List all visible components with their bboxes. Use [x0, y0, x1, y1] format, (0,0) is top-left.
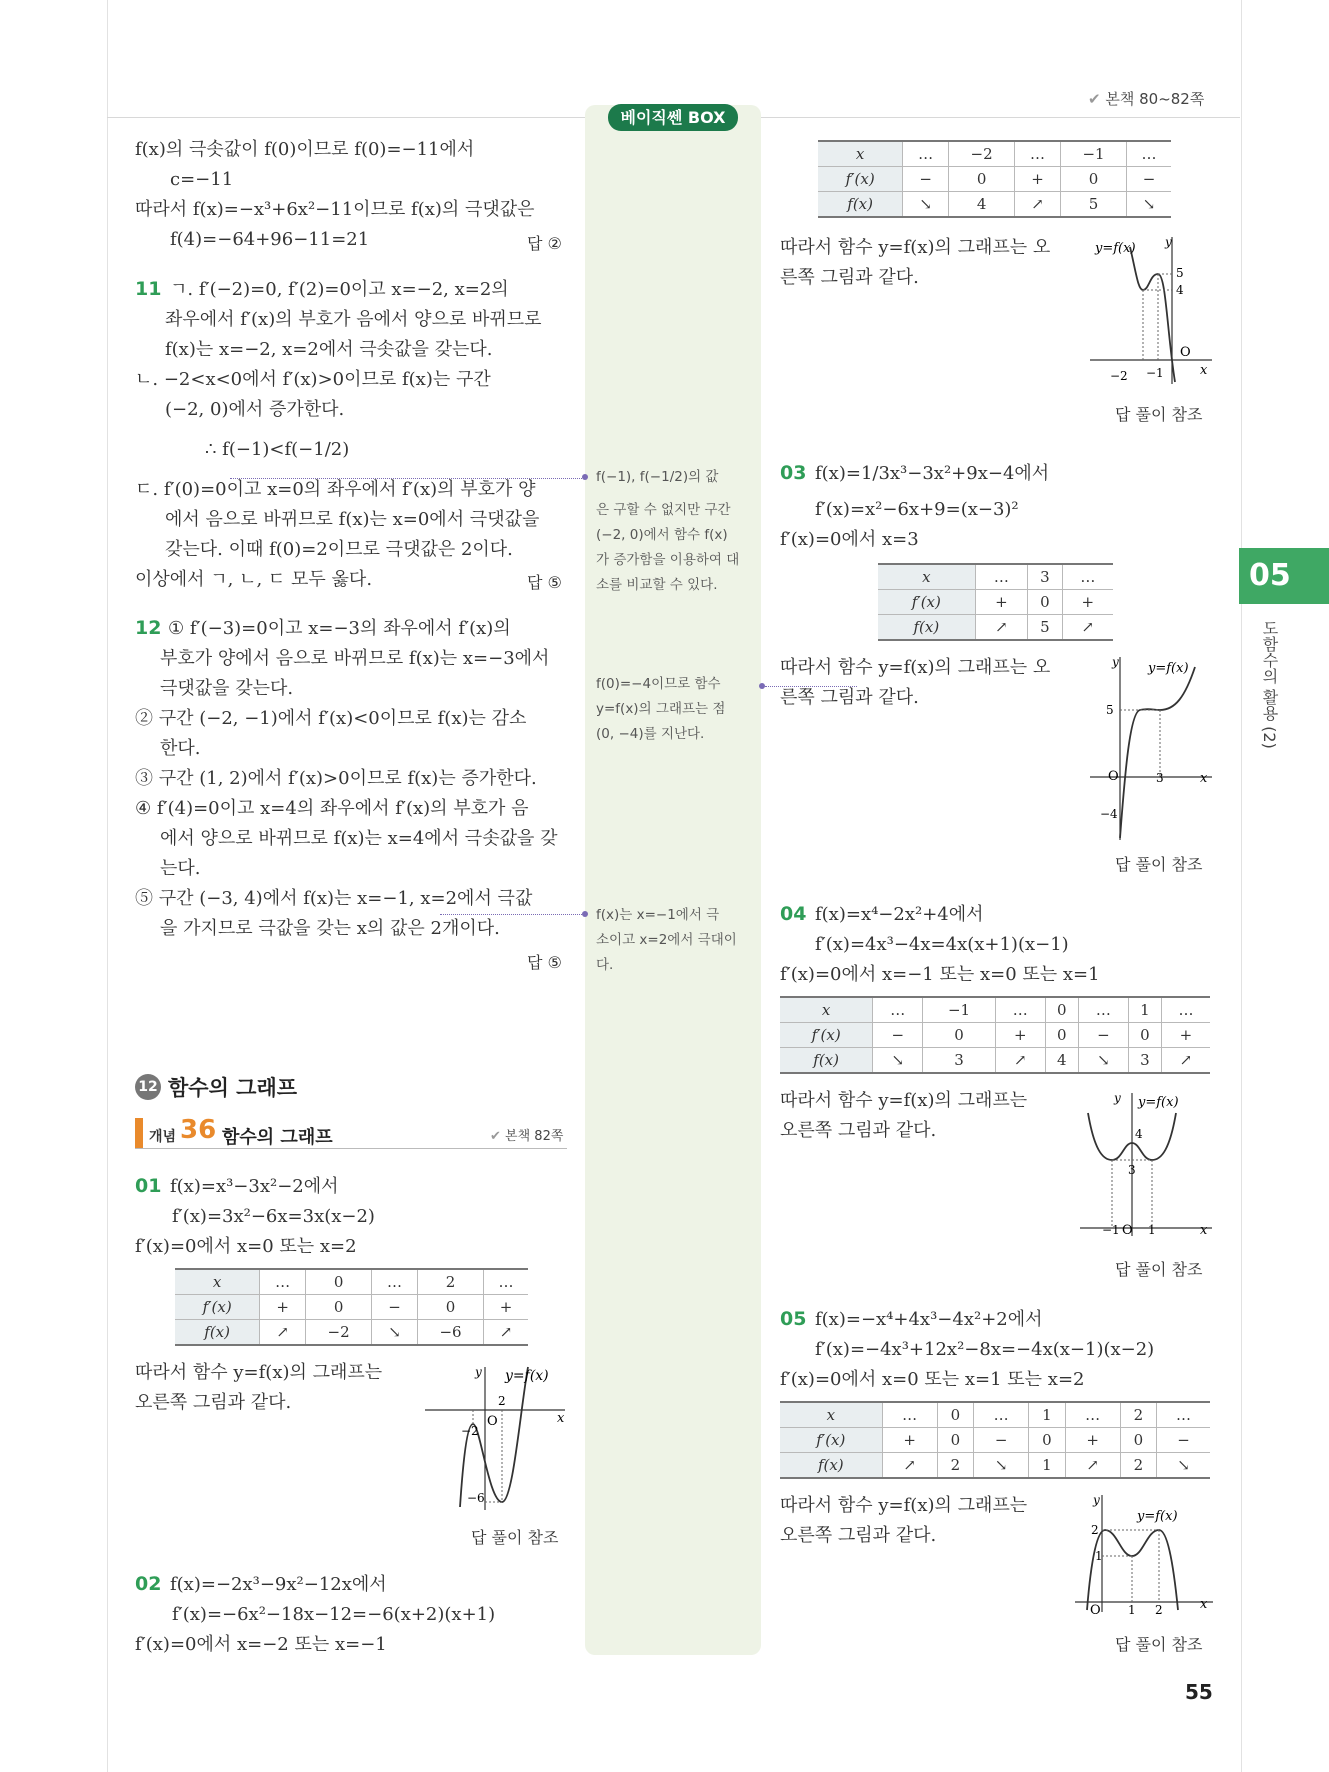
p02-line: f′(x)=−6x²−18x−12=−6(x+2)(x+1)	[172, 1604, 496, 1625]
table-cell: 0	[949, 167, 1015, 192]
graph-05	[1075, 1490, 1215, 1615]
fn-label: y=f(x)	[505, 1368, 549, 1384]
table-cell: ↗	[484, 1320, 528, 1346]
p12-line: ④ f′(4)=0이고 x=4의 좌우에서 f′(x)의 부호가 음	[135, 798, 529, 819]
p11-line: 갖는다. 이때 f(0)=2이므로 극댓값은 2이다.	[165, 539, 513, 560]
table-cell: …	[372, 1269, 418, 1295]
table-cell: +	[1062, 590, 1113, 615]
p02-line: f′(x)=0에서 x=−2 또는 x=−1	[135, 1634, 387, 1655]
x-label: x	[557, 1411, 565, 1426]
p03-text: 따라서 함수 y=f(x)의 그래프는 오	[780, 657, 1051, 678]
p11-line: 에서 음으로 바뀌므로 f(x)는 x=0에서 극댓값을	[165, 509, 540, 530]
tick-m1: −1	[1146, 366, 1164, 380]
p01-answer: 답 풀이 참조	[471, 1528, 559, 1547]
table-cell: −	[903, 167, 949, 192]
origin-label: O	[1180, 345, 1191, 360]
p05-line: f′(x)=0에서 x=0 또는 x=1 또는 x=2	[780, 1369, 1085, 1390]
p05-text: 오른쪽 그림과 같다.	[780, 1525, 937, 1546]
row-header: x	[878, 564, 975, 590]
concept-label: 개념	[149, 1129, 177, 1145]
table-cell: ↘	[1127, 192, 1171, 218]
p02-answer: 답 풀이 참조	[1115, 405, 1203, 424]
basic-box-column	[585, 105, 761, 1655]
p12-line: 부호가 양에서 음으로 바뀌므로 f(x)는 x=−3에서	[160, 648, 550, 669]
problem-number: 04	[780, 903, 807, 925]
problem-number: 02	[135, 1573, 162, 1595]
p10-line: 따라서 f(x)=−x³+6x²−11이므로 f(x)의 극댓값은	[135, 199, 535, 220]
table-cell: 0	[1028, 590, 1063, 615]
table-row	[818, 167, 1171, 192]
p11-line: (−2, 0)에서 증가한다.	[165, 399, 345, 420]
row-header: x	[780, 997, 873, 1023]
table-cell: ↗	[1065, 1453, 1120, 1479]
table-cell: 2	[937, 1453, 973, 1479]
concept-number: 36	[180, 1115, 217, 1145]
y-label: y	[475, 1365, 482, 1379]
p12-line: ⑤ 구간 (−3, 4)에서 f(x)는 x=−1, x=2에서 극값	[135, 888, 533, 909]
problem-number: 03	[780, 462, 807, 484]
curve	[1130, 247, 1175, 382]
table-cell: ↘	[974, 1453, 1029, 1479]
table-cell: 3	[1128, 1048, 1161, 1074]
table-cell: 0	[1045, 997, 1078, 1023]
tick-3: 3	[1128, 1163, 1136, 1177]
y-label: y	[1112, 655, 1119, 669]
tick-4: 4	[1135, 1127, 1143, 1141]
p03-line: f′(x)=x²−6x+9=(x−3)²	[815, 499, 1019, 520]
table-cell: 0	[937, 1402, 973, 1428]
x-label: x	[1200, 1597, 1208, 1612]
table-row	[780, 1453, 1210, 1479]
concept-ref	[490, 1125, 563, 1144]
table-cell: …	[873, 997, 923, 1023]
table-cell: …	[1161, 997, 1210, 1023]
check-icon: ✔	[490, 1129, 501, 1144]
p01-line: f(x)=x³−3x²−2에서	[170, 1176, 339, 1197]
p03-answer: 답 풀이 참조	[1115, 855, 1203, 874]
note-line: 은 구할 수 없지만 구간	[596, 502, 731, 518]
concept-title: 함수의 그래프	[222, 1127, 333, 1148]
chapter-title: 도함수의 활용 (2)	[1260, 620, 1279, 749]
table-row	[878, 590, 1113, 615]
table-cell: 0	[1060, 167, 1126, 192]
tick-4: 4	[1176, 283, 1184, 297]
table-cell: 0	[1120, 1428, 1156, 1453]
p04-text: 따라서 함수 y=f(x)의 그래프는	[780, 1090, 1028, 1111]
tick-m4: −4	[1100, 807, 1118, 821]
tick-1: 1	[1148, 1223, 1156, 1237]
p12-line: 는다.	[160, 858, 201, 879]
tick-3: 3	[1156, 771, 1164, 785]
variation-table-04	[780, 996, 1210, 1074]
problem-number: 05	[780, 1308, 807, 1330]
table-cell: ↘	[903, 192, 949, 218]
row-header: f′(x)	[878, 590, 975, 615]
table-row	[780, 1023, 1210, 1048]
table-cell: 0	[1045, 1023, 1078, 1048]
table-cell: +	[1065, 1428, 1120, 1453]
p03-text: 른쪽 그림과 같다.	[780, 687, 919, 708]
tick-m1: −1	[1102, 1223, 1120, 1237]
table-cell: 1	[1029, 1453, 1065, 1479]
p11-line: f(x)는 x=−2, x=2에서 극솟값을 갖는다.	[165, 339, 493, 360]
table-cell: 0	[1128, 1023, 1161, 1048]
table-cell: −	[974, 1428, 1029, 1453]
table-cell: ↘	[372, 1320, 418, 1346]
table-row	[780, 997, 1210, 1023]
table-cell: 0	[306, 1295, 372, 1320]
row-header: f′(x)	[175, 1295, 260, 1320]
tick-x1: 1	[1128, 1603, 1136, 1615]
p12-line: ③ 구간 (1, 2)에서 f′(x)>0이므로 f(x)는 증가한다.	[135, 768, 537, 789]
p11-line: ∴ f(−1)<f(−1/2)	[205, 439, 350, 460]
table-cell: 2	[1120, 1402, 1156, 1428]
table-cell: −1	[923, 997, 995, 1023]
row-header: f(x)	[780, 1048, 873, 1074]
tick-5: 5	[1106, 703, 1114, 717]
row-header: f(x)	[175, 1320, 260, 1346]
p10-answer: 답 ②	[527, 234, 562, 253]
variation-table-01	[175, 1268, 528, 1346]
table-cell: 4	[949, 192, 1015, 218]
section-title: 함수의 그래프	[168, 1076, 298, 1100]
table-cell: …	[484, 1269, 528, 1295]
graph-02	[1090, 232, 1215, 387]
table-row	[780, 1048, 1210, 1074]
note-line: 소이고 x=2에서 극대이	[596, 932, 737, 948]
p01-line: f′(x)=0에서 x=0 또는 x=2	[135, 1236, 357, 1257]
p04-line: f′(x)=0에서 x=−1 또는 x=0 또는 x=1	[780, 964, 1100, 985]
p03-line: f(x)=1/3x³−3x²+9x−4에서	[815, 463, 1050, 484]
chapter-tab: 05	[1239, 548, 1329, 604]
p11-line: ㄱ. f′(−2)=0, f′(2)=0이고 x=−2, x=2의	[170, 279, 509, 300]
table-cell: ↗	[1161, 1048, 1210, 1074]
tick-m6: −6	[467, 1491, 485, 1505]
tick-m2: −2	[461, 1424, 479, 1438]
table-row	[818, 141, 1171, 167]
table-cell: …	[903, 141, 949, 167]
fn-label: y=f(x)	[1137, 1509, 1178, 1524]
note-line: f(x)는 x=−1에서 극	[596, 907, 720, 923]
table-cell: …	[1062, 564, 1113, 590]
p11-line: ㄷ. f′(0)=0이고 x=0의 좌우에서 f′(x)의 부호가 양	[135, 479, 536, 500]
variation-table-03	[878, 563, 1113, 641]
row-header: f′(x)	[818, 167, 903, 192]
table-cell: …	[1157, 1402, 1210, 1428]
p02-text: 따라서 함수 y=f(x)의 그래프는 오	[780, 237, 1051, 258]
table-cell: ↗	[260, 1320, 306, 1346]
table-cell: −	[372, 1295, 418, 1320]
p11-line: ㄴ. −2<x<0에서 f′(x)>0이므로 f(x)는 구간	[135, 369, 491, 390]
p10-line: f(x)의 극솟값이 f(0)이므로 f(0)=−11에서	[135, 139, 475, 160]
p02-line: f(x)=−2x³−9x²−12x에서	[170, 1574, 387, 1595]
table-cell: −	[1127, 167, 1171, 192]
table-cell: −2	[306, 1320, 372, 1346]
table-cell: ↗	[995, 1048, 1045, 1074]
tick-2: 2	[498, 1394, 506, 1408]
table-cell: …	[882, 1402, 937, 1428]
table-row	[818, 192, 1171, 218]
table-cell: 5	[1060, 192, 1126, 218]
note-line: f(−1), f(−1/2)의 값	[596, 469, 719, 485]
row-header: x	[175, 1269, 260, 1295]
table-row	[878, 615, 1113, 641]
tick-m2: −2	[1110, 369, 1128, 383]
p05-answer: 답 풀이 참조	[1115, 1635, 1203, 1654]
table-cell: 3	[923, 1048, 995, 1074]
p05-text: 따라서 함수 y=f(x)의 그래프는	[780, 1495, 1028, 1516]
table-cell: …	[260, 1269, 306, 1295]
p10-line: c=−11	[170, 169, 234, 190]
table-cell: …	[974, 1402, 1029, 1428]
origin-label: O	[1122, 1223, 1133, 1238]
book-ref	[1088, 88, 1204, 109]
p04-text: 오른쪽 그림과 같다.	[780, 1120, 937, 1141]
leader-dots	[440, 914, 582, 915]
curve	[1120, 667, 1195, 838]
concept-ref-label: 본책 82쪽	[505, 1129, 564, 1144]
table-row	[780, 1402, 1210, 1428]
variation-table-05	[780, 1401, 1210, 1479]
p12-line: 한다.	[160, 738, 201, 759]
x-label: x	[1200, 771, 1208, 786]
p04-line: f′(x)=4x³−4x=4x(x+1)(x−1)	[815, 934, 1069, 955]
y-label: y	[1093, 1493, 1100, 1507]
table-cell: +	[260, 1295, 306, 1320]
table-cell: 2	[1120, 1453, 1156, 1479]
graph-03	[1090, 652, 1215, 842]
box-badge: 베이직쎈 BOX	[608, 104, 738, 131]
check-icon: ✔	[1088, 90, 1101, 108]
p05-line: f′(x)=−4x³+12x²−8x=−4x(x−1)(x−2)	[815, 1339, 1155, 1360]
table-cell: −	[1157, 1428, 1210, 1453]
table-cell: +	[484, 1295, 528, 1320]
table-cell: −6	[417, 1320, 483, 1346]
table-cell: −	[1078, 1023, 1128, 1048]
p01-text: 따라서 함수 y=f(x)의 그래프는	[135, 1362, 383, 1383]
table-cell: 0	[937, 1428, 973, 1453]
table-row	[878, 564, 1113, 590]
bullet-dot	[582, 911, 588, 917]
note-line: f(0)=−4이므로 함수	[596, 676, 721, 692]
p12-line: 에서 양으로 바뀌므로 f(x)는 x=4에서 극솟값을 갖	[160, 828, 558, 849]
tick-x2: 2	[1155, 1603, 1163, 1615]
table-cell: ↗	[1062, 615, 1113, 641]
table-cell: 0	[417, 1295, 483, 1320]
table-cell: +	[975, 590, 1027, 615]
p03-line: f′(x)=0에서 x=3	[780, 529, 919, 550]
table-cell: ↘	[873, 1048, 923, 1074]
origin-label: O	[487, 1414, 498, 1429]
problem-number: 11	[135, 278, 162, 300]
table-cell: 1	[1029, 1402, 1065, 1428]
graph-01	[425, 1362, 570, 1512]
table-cell: 5	[1028, 615, 1063, 641]
row-header: x	[818, 141, 903, 167]
table-cell: …	[1065, 1402, 1120, 1428]
table-cell: ↘	[1157, 1453, 1210, 1479]
table-cell: −1	[1060, 141, 1126, 167]
table-cell: …	[975, 564, 1027, 590]
problem-number: 12	[135, 617, 162, 639]
table-row	[175, 1295, 528, 1320]
row-header: f′(x)	[780, 1023, 873, 1048]
origin-label: O	[1090, 1603, 1101, 1615]
leader-dots	[230, 478, 582, 479]
tick-2: 2	[1091, 1523, 1099, 1537]
variation-table-02	[818, 140, 1171, 218]
fn-label: y=f(x)	[1138, 1095, 1179, 1110]
table-cell: +	[1015, 167, 1061, 192]
graph-04	[1080, 1088, 1215, 1238]
table-cell: 0	[1029, 1428, 1065, 1453]
p11-line: 좌우에서 f′(x)의 부호가 음에서 양으로 바뀌므로	[165, 309, 542, 330]
p12-answer: 답 ⑤	[527, 953, 562, 972]
section-badge: 12	[135, 1074, 161, 1100]
table-cell: 2	[417, 1269, 483, 1295]
p05-line: f(x)=−x⁴+4x³−4x²+2에서	[815, 1309, 1043, 1330]
p01-line: f′(x)=3x²−6x=3x(x−2)	[172, 1206, 375, 1227]
p01-text: 오른쪽 그림과 같다.	[135, 1392, 292, 1413]
origin-label: O	[1108, 769, 1119, 784]
note-line: 다.	[596, 957, 614, 973]
row-header: f(x)	[878, 615, 975, 641]
note-line: (−2, 0)에서 함수 f(x)	[596, 527, 728, 543]
table-cell: +	[882, 1428, 937, 1453]
table-cell: −2	[949, 141, 1015, 167]
p04-line: f(x)=x⁴−2x²+4에서	[815, 904, 984, 925]
tick-5: 5	[1176, 266, 1184, 280]
table-cell: …	[1127, 141, 1171, 167]
row-header: x	[780, 1402, 882, 1428]
table-row	[175, 1320, 528, 1346]
table-cell: ↗	[882, 1453, 937, 1479]
tick-1: 1	[1095, 1549, 1103, 1563]
p04-answer: 답 풀이 참조	[1115, 1260, 1203, 1279]
table-cell: −	[873, 1023, 923, 1048]
concept-bar-accent	[135, 1118, 143, 1148]
table-cell: 4	[1045, 1048, 1078, 1074]
table-cell: …	[1078, 997, 1128, 1023]
table-cell: …	[1015, 141, 1061, 167]
note-line: y=f(x)의 그래프는 점	[596, 701, 726, 717]
row-header: f(x)	[780, 1453, 882, 1479]
table-cell: 0	[923, 1023, 995, 1048]
y-label: y	[1165, 235, 1172, 249]
p12-line: ① f′(−3)=0이고 x=−3의 좌우에서 f′(x)의	[168, 618, 511, 639]
p12-line: 을 가지므로 극값을 갖는 x의 값은 2개이다.	[160, 918, 500, 939]
page-number: 55	[1185, 1680, 1213, 1704]
table-cell: ↘	[1078, 1048, 1128, 1074]
p10-line: f(4)=−64+96−11=21	[170, 229, 370, 250]
table-cell: +	[995, 1023, 1045, 1048]
note-line: 가 증가함을 이용하여 대	[596, 552, 740, 568]
x-label: x	[1200, 1223, 1208, 1238]
row-header: f′(x)	[780, 1428, 882, 1453]
p12-line: ② 구간 (−2, −1)에서 f′(x)<0이므로 f(x)는 감소	[135, 708, 527, 729]
note-line: (0, −4)를 지난다.	[596, 726, 705, 742]
table-cell: 3	[1028, 564, 1063, 590]
table-cell: ↗	[1015, 192, 1061, 218]
table-cell: +	[1161, 1023, 1210, 1048]
book-ref-label: 본책 80~82쪽	[1105, 90, 1205, 108]
p12-line: 극댓값을 갖는다.	[160, 678, 294, 699]
table-cell: …	[995, 997, 1045, 1023]
fn-label: y=f(x)	[1148, 661, 1189, 676]
p11-answer: 답 ⑤	[527, 573, 562, 592]
row-header: f(x)	[818, 192, 903, 218]
table-row	[175, 1269, 528, 1295]
problem-number: 01	[135, 1175, 162, 1197]
p11-line: 이상에서 ㄱ, ㄴ, ㄷ 모두 옳다.	[135, 569, 373, 590]
note-line: 소를 비교할 수 있다.	[596, 577, 718, 593]
table-cell: ↗	[975, 615, 1027, 641]
table-row	[780, 1428, 1210, 1453]
table-cell: 0	[306, 1269, 372, 1295]
bullet-dot	[582, 474, 588, 480]
table-cell: 1	[1128, 997, 1161, 1023]
y-label: y	[1114, 1091, 1121, 1105]
fn-label: y=f(x)	[1095, 241, 1136, 256]
p02-text: 른쪽 그림과 같다.	[780, 267, 919, 288]
x-label: x	[1200, 363, 1208, 378]
